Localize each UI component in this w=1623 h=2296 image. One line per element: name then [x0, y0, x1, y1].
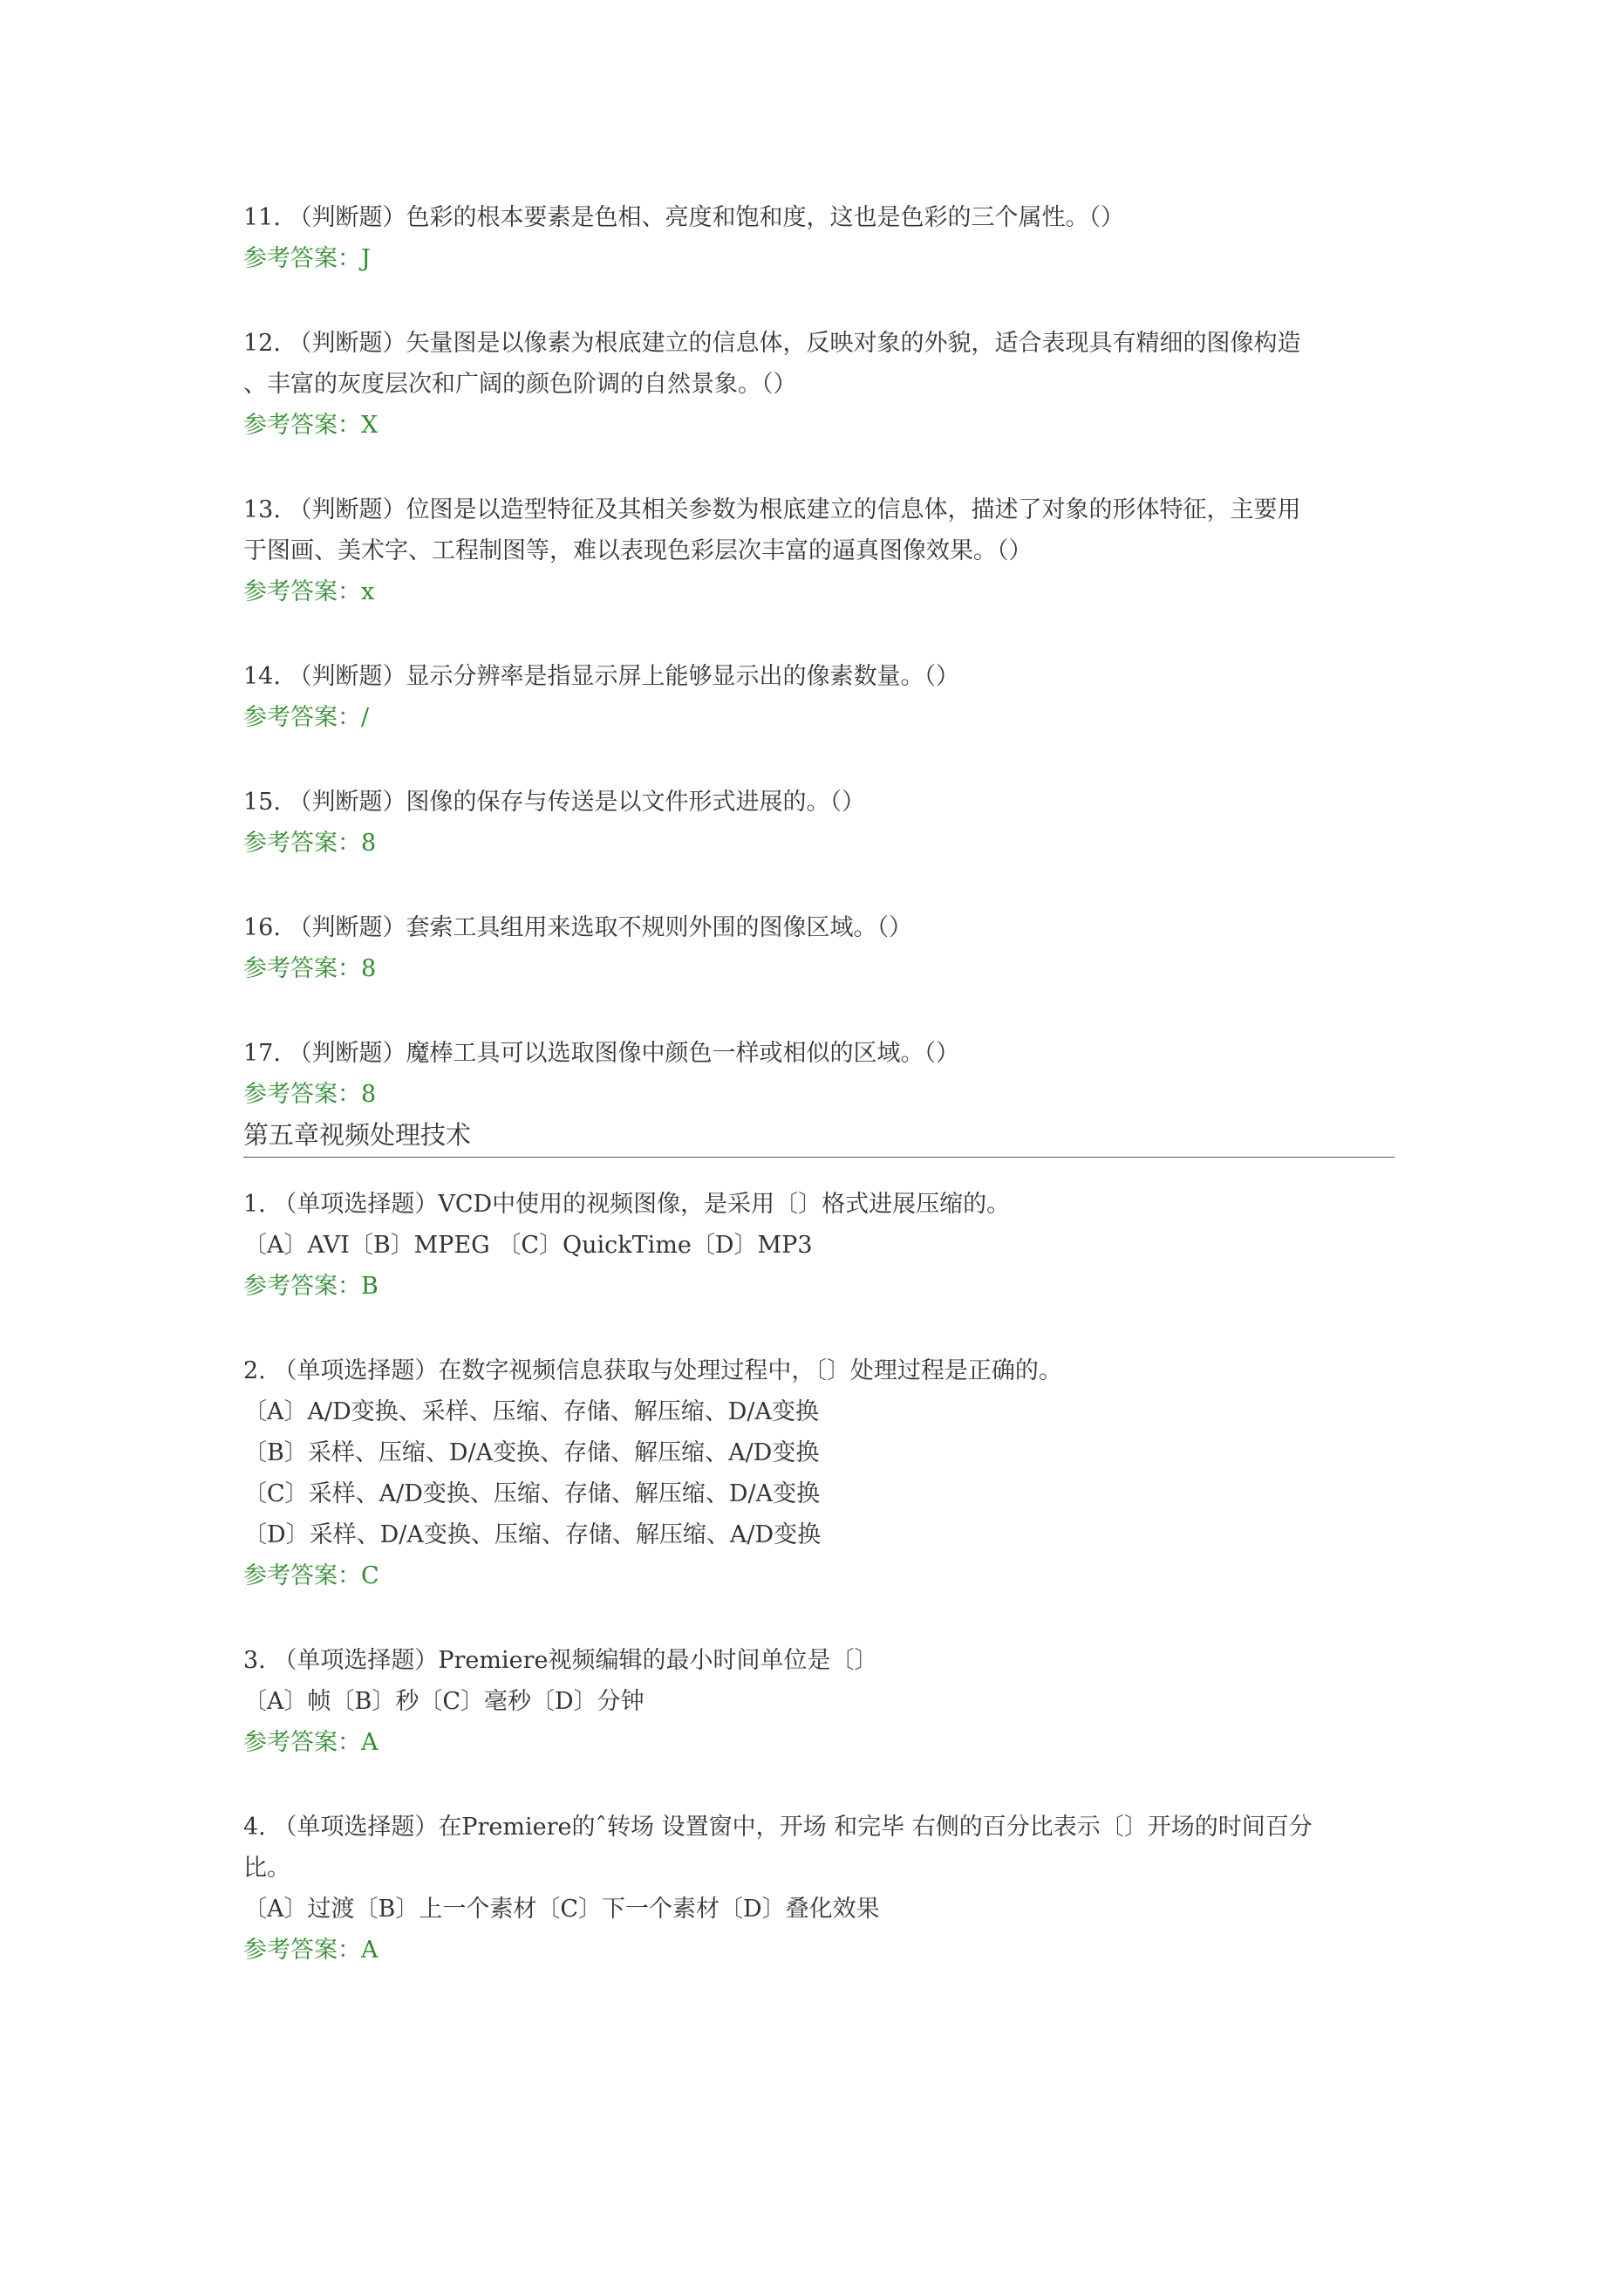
document-page	[243, 197, 1395, 2014]
question-item	[243, 1350, 1395, 1596]
question-item	[243, 782, 1395, 864]
answer-text: 参考答案：8	[243, 955, 377, 982]
question-text: 15. （判断题）图像的保存与传送是以文件形式进展的。（）	[243, 789, 866, 816]
question-options: 〔A〕AVI〔B〕MPEG 〔C〕QuickTime〔D〕MP3	[243, 1232, 813, 1259]
answer-text: 参考答案：8	[243, 830, 377, 857]
question-option: 〔A〕A/D变换、采样、压缩、存储、解压缩、D/A变换	[243, 1398, 819, 1425]
question-item	[243, 1033, 1395, 1115]
question-text: 2. （单项选择题）在数字视频信息获取与处理过程中，〔〕处理过程是正确的。	[243, 1357, 1062, 1384]
question-text: 14. （判断题）显示分辨率是指显示屏上能够显示出的像素数量。（）	[243, 663, 960, 690]
question-text: 3. （单项选择题）Premiere视频编辑的最小时间单位是〔〕	[243, 1647, 878, 1674]
question-options: 〔A〕帧〔B〕秒〔C〕毫秒〔D〕分钟	[243, 1688, 644, 1715]
question-item	[243, 489, 1395, 612]
question-item	[243, 1184, 1395, 1307]
chapter-title: 第五章视频处理技术	[243, 1115, 1395, 1158]
question-text: 、丰富的灰度层次和广阔的颜色阶调的自然景象。（）	[243, 371, 797, 398]
question-text: 17. （判断题）魔棒工具可以选取图像中颜色一样或相似的区域。（）	[243, 1040, 960, 1067]
question-text: 11. （判断题）色彩的根本要素是色相、亮度和饱和度，这也是色彩的三个属性。（）	[243, 204, 1125, 231]
answer-text: 参考答案：X	[243, 412, 378, 439]
question-item	[243, 907, 1395, 989]
answer-text: 参考答案：8	[243, 1081, 377, 1108]
answer-text: 参考答案：/	[243, 704, 370, 731]
answer-text: 参考答案：J	[243, 245, 371, 272]
question-item	[243, 1807, 1395, 1971]
question-item	[243, 323, 1395, 446]
question-option: 〔B〕采样、压缩、D/A变换、存储、解压缩、A/D变换	[243, 1439, 820, 1466]
question-text: 比。	[243, 1855, 290, 1882]
question-option: 〔C〕采样、A/D变换、压缩、存储、解压缩、D/A变换	[243, 1480, 821, 1507]
question-text: 16. （判断题）套索工具组用来选取不规则外围的图像区域。（）	[243, 914, 913, 941]
answer-text: 参考答案：A	[243, 1729, 378, 1756]
question-item	[243, 197, 1395, 279]
question-options: 〔A〕过渡〔B〕上一个素材〔C〕下一个素材〔D〕叠化效果	[243, 1896, 880, 1923]
question-text: 于图画、美术字、工程制图等，难以表现色彩层次丰富的逼真图像效果。（）	[243, 537, 1033, 564]
answer-text: 参考答案：x	[243, 578, 375, 605]
question-list-top	[243, 197, 1395, 1115]
question-text: 12. （判断题）矢量图是以像素为根底建立的信息体，反映对象的外貌，适合表现具有精细的图像构造	[243, 330, 1301, 357]
question-text: 13. （判断题）位图是以造型特征及其相关参数为根底建立的信息体，描述了对象的形体特征，主要用	[243, 496, 1301, 523]
answer-text: 参考答案：B	[243, 1273, 378, 1300]
question-item	[243, 1640, 1395, 1763]
question-option: 〔D〕采样、D/A变换、压缩、存储、解压缩、A/D变换	[243, 1521, 822, 1548]
question-text: 1. （单项选择题）VCD中使用的视频图像，是采用〔〕格式进展压缩的。	[243, 1191, 1011, 1218]
answer-text: 参考答案：A	[243, 1937, 378, 1964]
question-text: 4. （单项选择题）在Premiere的ˆ转场 设置窗中，开场 和完毕 右侧的百分比表示〔〕开场的时间百分	[243, 1814, 1313, 1841]
question-item	[243, 656, 1395, 738]
question-list-bottom	[243, 1184, 1395, 1971]
answer-text: 参考答案：C	[243, 1562, 379, 1589]
